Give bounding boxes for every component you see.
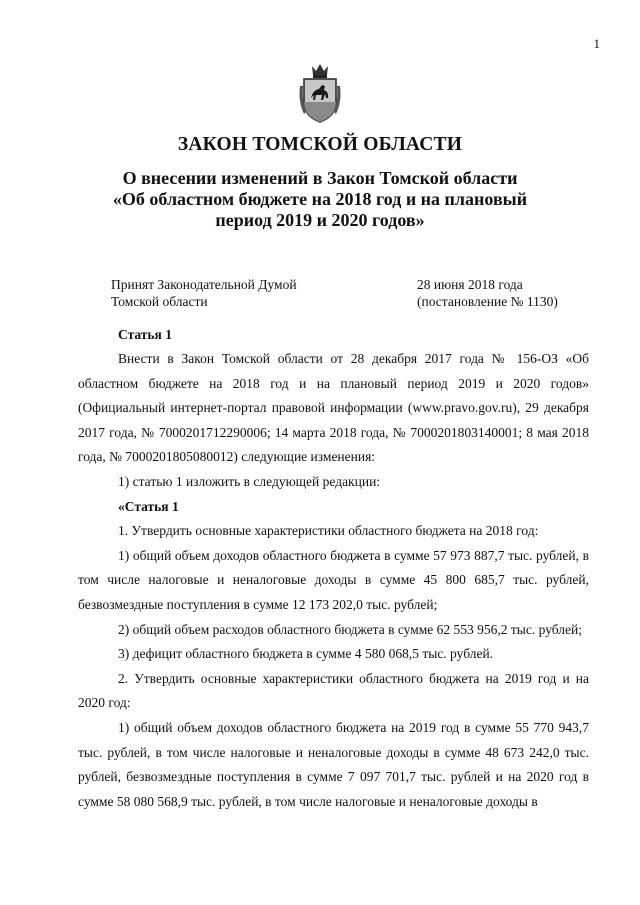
paragraph: 3) дефицит областного бюджета в сумме 4 580 068,5 тыс. рублей. (118, 646, 494, 662)
paragraph: 1. Утвердить основные характеристики областного бюджета на 2018 год: (118, 523, 539, 539)
adopted-date-line: 28 июня 2018 года (417, 277, 523, 292)
paragraph: 2. Утвердить основные характеристики областного бюджета на 2019 год и на 2020 год: (78, 670, 589, 711)
quoted-article-heading: «Статья 1 (118, 498, 179, 514)
page-number: 1 (593, 36, 600, 51)
adopted-by-line: Принят Законодательной Думой (111, 277, 297, 292)
adopted-resolution-line: (постановление № 1130) (417, 294, 558, 309)
adopted-by (111, 276, 297, 310)
paragraph: 1) общий объем доходов областного бюджета на 2019 год в сумме 55 770 943,7 тыс. рублей, в том числе налоговые и неналоговые доходы в сумме 48 673 242,0 тыс. рублей, безвозмездные поступления в сумме 7 097 701,7 тыс. рублей и на 2020 год в сумме 58 080 568,9 тыс. рублей, в том числе налоговые и неналоговые доходы в (78, 719, 589, 809)
paragraph: 2) общий объем расходов областного бюджета в сумме 62 553 956,2 тыс. рублей; (118, 621, 582, 637)
document-title: ЗАКОН ТОМСКОЙ ОБЛАСТИ (177, 134, 463, 155)
document-subtitle (60, 168, 580, 231)
adopted-by-line: Томской области (111, 294, 208, 309)
document-body (78, 347, 589, 814)
paragraph: 1) общий объем доходов областного бюджета в сумме 57 973 887,7 тыс. рублей, в том числе налоговые и неналоговые доходы в сумме 45 800 685,7 тыс. рублей, безвозмездные поступления в сумме 12 173 202,0 тыс. рублей; (78, 547, 589, 612)
subtitle-line: «Об областном бюджете на 2018 год и на плановый (112, 189, 528, 209)
article-heading: Статья 1 (118, 327, 172, 342)
paragraph: 1) статью 1 изложить в следующей редакции: (118, 473, 381, 489)
adopted-date (417, 276, 558, 310)
subtitle-line: период 2019 и 2020 годов» (215, 210, 425, 230)
coat-of-arms-icon (296, 62, 344, 124)
subtitle-line: О внесении изменений в Закон Томской области (122, 168, 518, 188)
paragraph: Внести в Закон Томской области от 28 декабря 2017 года № 156-ОЗ «Об областном бюджете на 2018 год и на плановый период 2019 и 2020 годов» (Официальный интернет-портал правовой информации (www.pravo.gov.ru), 29 декабря 2017 года, № 7000201712290006; 14 марта 2018 года, № 7000201803140001; 8 мая 2018 года, № 7000201805080012) следующие изменения: (78, 351, 589, 465)
